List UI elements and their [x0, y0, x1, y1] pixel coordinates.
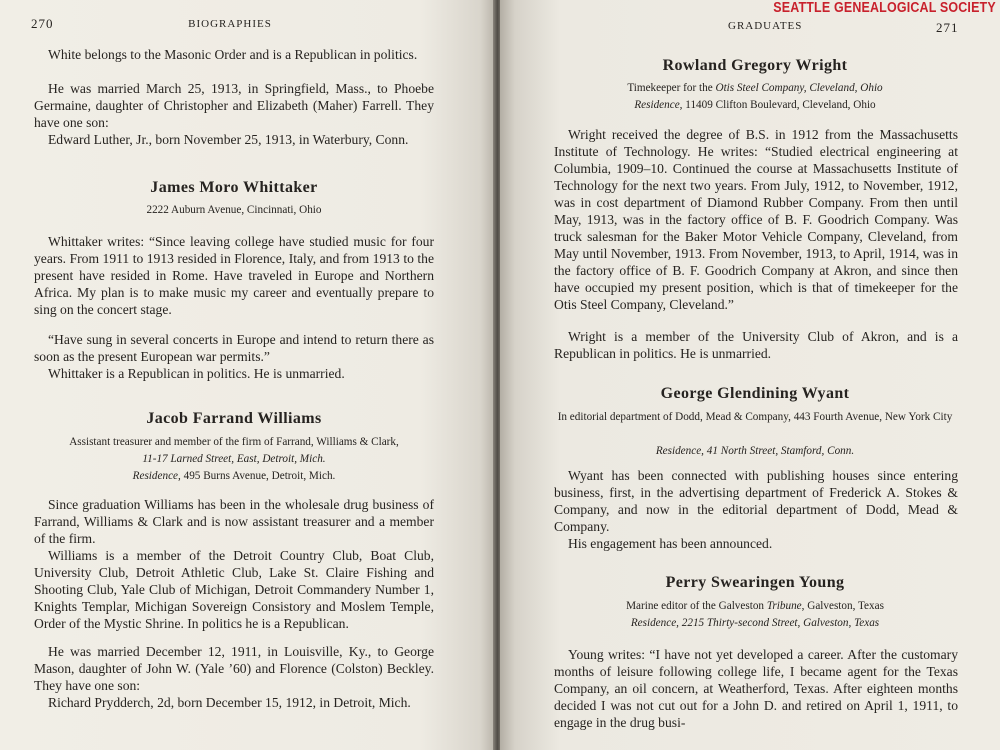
wyant-paragraph-2: His engagement has been announced.: [568, 536, 773, 551]
right-running-head: GRADUATES: [728, 20, 803, 32]
young-paragraph-1: Young writes: “I have not yet developed a career. After the customary months of leisure following college life, I became agent for the Texas Company, an oil concern, at Weatherford, Texas. After eighteen months decided I was not cut out for a John D. and retired on April 1, 1911, to engage in the drug busi-: [554, 647, 958, 730]
whittaker-paragraph-2: “Have sung in several concerts in Europe and intend to return there as soon as the present European war permits.”: [34, 332, 434, 364]
young-occupation-suffix: , Galveston, Texas: [801, 600, 884, 612]
wright-occupation-prefix: Timekeeper for the: [627, 82, 713, 94]
wright-occupation-company: Otis Steel Company, Cleveland, Ohio: [715, 82, 883, 94]
williams-residence: [30, 468, 438, 485]
wyant-paragraph-1: Wyant has been connected with publishing houses since entering business, first, in the advertising department of Frederick A. Stokes & Company, and now in the editorial department of Dodd, Mead & Company.: [554, 468, 958, 534]
williams-paragraph-3: He was married December 12, 1911, in Louisville, Ky., to George Mason, daughter of John W. (Yale ’60) and Florence (Colston) Beckley. They have one son:: [34, 644, 434, 693]
right-page: [500, 0, 1000, 750]
whittaker-name: James Moro Whittaker: [150, 179, 318, 196]
williams-business-address: 11-17 Larned Street, East, Detroit, Mich.: [142, 453, 326, 465]
wright-residence-label: Residence,: [634, 99, 683, 111]
williams-paragraph-4: Richard Prydderch, 2d, born December 15, 1912, in Detroit, Mich.: [48, 695, 411, 710]
right-page-number: 271: [936, 20, 959, 35]
young-occupation: [555, 598, 955, 615]
intro-paragraph-1: White belongs to the Masonic Order and is a Republican in politics.: [48, 47, 418, 62]
williams-details: [30, 434, 438, 485]
williams-paragraph-2: Williams is a member of the Detroit Country Club, Boat Club, University Club, Detroit Athletic Club, Lake St. Claire Fishing and Shooting Club, Yale Club of Michigan, Detroit Commandery Number 1, Knights Templar, Michigan Sovereign Consistory and Moslem Temple, Order of the Mystic Shrine. In politics he is a Republican.: [34, 548, 434, 631]
whittaker-paragraph-3: Whittaker is a Republican in politics. He is unmarried.: [48, 366, 345, 381]
williams-residence-address: 495 Burns Avenue, Detroit, Mich.: [183, 470, 336, 482]
wright-paragraph-2: Wright is a member of the University Club of Akron, and is a Republican in politics. He is unmarried.: [554, 329, 958, 361]
left-running-head: BIOGRAPHIES: [188, 18, 272, 30]
williams-residence-label: Residence,: [132, 470, 181, 482]
young-occupation-prefix: Marine editor of the Galveston: [626, 600, 765, 612]
young-occupation-paper: Tribune: [766, 600, 802, 612]
wyant-occupation: In editorial department of Dodd, Mead & Company, 443 Fourth Avenue, New York City: [557, 411, 953, 423]
williams-paragraph-1: Since graduation Williams has been in the wholesale drug business of Farrand, Williams & Clark and is now assistant treasurer and a member of the firm.: [34, 497, 434, 546]
left-page: [0, 0, 495, 750]
wright-paragraph-1: Wright received the degree of B.S. in 1912 from the Massachusetts Institute of Technology. He writes: “Studied electrical engineering at Columbia, 1909–10. Continued the course at Massachusetts Institute of Technology for the next two years. From July, 1912, to November, 1912, was in cost department of Diamond Rubber Company. From then until May, 1913, was in the factory office of B. F. Goodrich Company. Was truck salesman for the Baker Motor Vehicle Company, Cleveland, from May until November, 1913. From November, 1913, to April, 1914, was in the factory office of B. F. Goodrich Company at Akron, and since then have occupied my present position, which is that of timekeeper for the Otis Steel Company, Cleveland.”: [554, 127, 958, 312]
intro-paragraph-2: He was married March 25, 1913, in Springfield, Mass., to Phoebe Germaine, daughter of Christopher and Elizabeth (Maher) Farrell. They have one son:: [34, 81, 434, 130]
williams-occupation: Assistant treasurer and member of the firm of Farrand, Williams & Clark,: [69, 436, 399, 448]
whittaker-address: 2222 Auburn Avenue, Cincinnati, Ohio: [146, 204, 322, 216]
young-name: Perry Swearingen Young: [665, 574, 845, 591]
wright-residence: [545, 97, 965, 114]
wright-occupation: [545, 80, 965, 97]
wright-name: Rowland Gregory Wright: [662, 57, 848, 74]
young-residence: Residence, 2215 Thirty-second Street, Galveston, Texas: [630, 617, 880, 629]
williams-name: Jacob Farrand Williams: [146, 410, 322, 427]
wright-residence-address: 11409 Clifton Boulevard, Cleveland, Ohio: [685, 99, 876, 111]
wright-details: [545, 80, 965, 114]
library-stamp: SEATTLE GENEALOGICAL SOCIETY: [773, 0, 996, 16]
wyant-name: George Glendining Wyant: [660, 385, 850, 402]
whittaker-paragraph-1: Whittaker writes: “Since leaving college have studied music for four years. From 1911 to 1913 resided in Florence, Italy, and from 1913 to the present have resided in Rome. Have traveled in Europe and Northern Africa. My plan is to make music my career and eventually prepare to sing on the concert stage.: [34, 234, 434, 317]
left-page-number: 270: [31, 16, 54, 31]
wyant-residence: Residence, 41 North Street, Stamford, Conn.: [655, 445, 855, 457]
intro-paragraph-3: Edward Luther, Jr., born November 25, 1913, in Waterbury, Conn.: [48, 132, 409, 147]
